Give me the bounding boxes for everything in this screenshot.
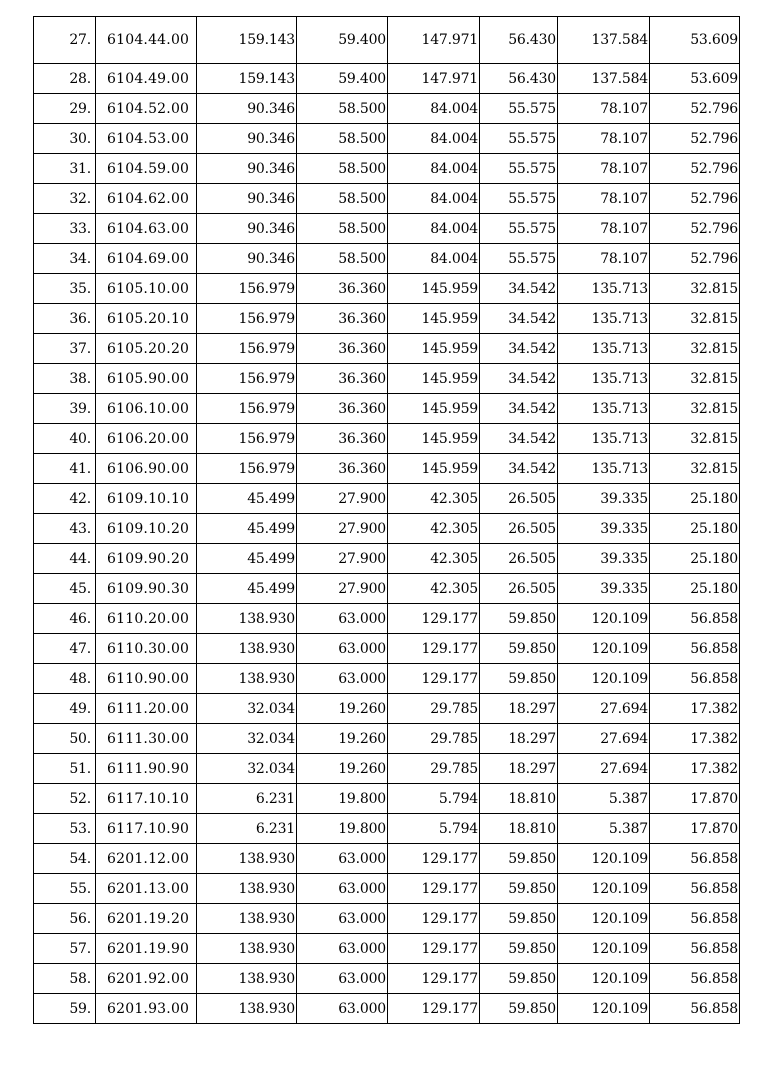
value-col-2-cell: 63.000 (297, 964, 388, 994)
value-col-1-cell: 138.930 (197, 664, 297, 694)
value-col-1-cell: 159.143 (197, 64, 297, 94)
value-col-2-cell: 63.000 (297, 634, 388, 664)
value-col-4-cell: 59.850 (480, 994, 558, 1024)
value-col-4-cell: 34.542 (480, 364, 558, 394)
value-col-4-cell: 34.542 (480, 304, 558, 334)
value-col-2-cell: 19.260 (297, 754, 388, 784)
value-col-5-cell: 120.109 (558, 904, 650, 934)
row-index-cell: 48. (34, 664, 96, 694)
value-col-3-cell: 145.959 (388, 274, 480, 304)
hs-code-cell: 6104.63.00 (96, 214, 197, 244)
value-col-2-cell: 63.000 (297, 844, 388, 874)
value-col-4-cell: 56.430 (480, 64, 558, 94)
value-col-1-cell: 138.930 (197, 994, 297, 1024)
value-col-3-cell: 129.177 (388, 634, 480, 664)
value-col-3-cell: 84.004 (388, 244, 480, 274)
value-col-6-cell: 17.382 (650, 754, 740, 784)
hs-code-cell: 6104.49.00 (96, 64, 197, 94)
value-col-1-cell: 138.930 (197, 934, 297, 964)
table-row (34, 484, 740, 514)
value-col-6-cell: 52.796 (650, 244, 740, 274)
hs-code-cell: 6110.30.00 (96, 634, 197, 664)
value-col-2-cell: 63.000 (297, 664, 388, 694)
value-col-3-cell: 42.305 (388, 484, 480, 514)
value-col-3-cell: 84.004 (388, 184, 480, 214)
value-col-5-cell: 135.713 (558, 274, 650, 304)
value-col-5-cell: 39.335 (558, 544, 650, 574)
value-col-1-cell: 45.499 (197, 574, 297, 604)
row-index-cell: 45. (34, 574, 96, 604)
table-row (34, 64, 740, 94)
hs-code-cell: 6104.53.00 (96, 124, 197, 154)
value-col-1-cell: 90.346 (197, 94, 297, 124)
hs-code-cell: 6117.10.90 (96, 814, 197, 844)
value-col-5-cell: 120.109 (558, 994, 650, 1024)
value-col-2-cell: 63.000 (297, 604, 388, 634)
value-col-1-cell: 156.979 (197, 364, 297, 394)
value-col-2-cell: 36.360 (297, 394, 388, 424)
value-col-6-cell: 32.815 (650, 334, 740, 364)
value-col-5-cell: 120.109 (558, 634, 650, 664)
value-col-2-cell: 58.500 (297, 214, 388, 244)
row-index-cell: 27. (34, 17, 96, 64)
value-col-2-cell: 19.800 (297, 784, 388, 814)
value-col-5-cell: 27.694 (558, 724, 650, 754)
value-col-2-cell: 36.360 (297, 334, 388, 364)
value-col-6-cell: 32.815 (650, 424, 740, 454)
value-col-6-cell: 53.609 (650, 17, 740, 64)
value-col-3-cell: 84.004 (388, 214, 480, 244)
value-col-3-cell: 147.971 (388, 64, 480, 94)
value-col-5-cell: 120.109 (558, 844, 650, 874)
value-col-2-cell: 19.800 (297, 814, 388, 844)
table-row (34, 124, 740, 154)
value-col-3-cell: 129.177 (388, 904, 480, 934)
value-col-2-cell: 63.000 (297, 904, 388, 934)
value-col-5-cell: 135.713 (558, 454, 650, 484)
value-col-2-cell: 58.500 (297, 154, 388, 184)
value-col-4-cell: 59.850 (480, 664, 558, 694)
value-col-6-cell: 17.870 (650, 814, 740, 844)
row-index-cell: 57. (34, 934, 96, 964)
value-col-4-cell: 34.542 (480, 394, 558, 424)
hs-code-cell: 6105.90.00 (96, 364, 197, 394)
value-col-2-cell: 63.000 (297, 934, 388, 964)
value-col-1-cell: 138.930 (197, 874, 297, 904)
value-col-2-cell: 36.360 (297, 364, 388, 394)
value-col-4-cell: 55.575 (480, 154, 558, 184)
value-col-5-cell: 78.107 (558, 94, 650, 124)
hs-code-cell: 6201.92.00 (96, 964, 197, 994)
value-col-4-cell: 59.850 (480, 634, 558, 664)
hs-code-cell: 6104.62.00 (96, 184, 197, 214)
table-row (34, 754, 740, 784)
value-col-5-cell: 135.713 (558, 424, 650, 454)
table-row (34, 394, 740, 424)
value-col-5-cell: 27.694 (558, 694, 650, 724)
value-col-6-cell: 17.870 (650, 784, 740, 814)
hs-code-cell: 6111.30.00 (96, 724, 197, 754)
hs-code-cell: 6105.20.20 (96, 334, 197, 364)
value-col-3-cell: 29.785 (388, 754, 480, 784)
value-col-3-cell: 129.177 (388, 664, 480, 694)
value-col-5-cell: 137.584 (558, 64, 650, 94)
value-col-6-cell: 32.815 (650, 274, 740, 304)
value-col-5-cell: 39.335 (558, 574, 650, 604)
value-col-4-cell: 56.430 (480, 17, 558, 64)
row-index-cell: 28. (34, 64, 96, 94)
value-col-1-cell: 90.346 (197, 124, 297, 154)
row-index-cell: 49. (34, 694, 96, 724)
row-index-cell: 34. (34, 244, 96, 274)
value-col-1-cell: 6.231 (197, 814, 297, 844)
value-col-2-cell: 59.400 (297, 64, 388, 94)
value-col-3-cell: 147.971 (388, 17, 480, 64)
value-col-2-cell: 36.360 (297, 424, 388, 454)
value-col-3-cell: 84.004 (388, 94, 480, 124)
value-col-3-cell: 5.794 (388, 814, 480, 844)
table-row (34, 274, 740, 304)
table-row (34, 94, 740, 124)
row-index-cell: 54. (34, 844, 96, 874)
value-col-1-cell: 159.143 (197, 17, 297, 64)
value-col-6-cell: 56.858 (650, 844, 740, 874)
row-index-cell: 53. (34, 814, 96, 844)
value-col-1-cell: 45.499 (197, 544, 297, 574)
value-col-2-cell: 36.360 (297, 454, 388, 484)
table-row (34, 154, 740, 184)
value-col-5-cell: 27.694 (558, 754, 650, 784)
row-index-cell: 35. (34, 274, 96, 304)
row-index-cell: 43. (34, 514, 96, 544)
row-index-cell: 36. (34, 304, 96, 334)
value-col-5-cell: 137.584 (558, 17, 650, 64)
value-col-5-cell: 120.109 (558, 934, 650, 964)
table-row (34, 574, 740, 604)
hs-code-cell: 6201.12.00 (96, 844, 197, 874)
row-index-cell: 29. (34, 94, 96, 124)
value-col-1-cell: 90.346 (197, 184, 297, 214)
table-row (34, 964, 740, 994)
hs-code-cell: 6109.10.10 (96, 484, 197, 514)
value-col-6-cell: 52.796 (650, 184, 740, 214)
value-col-1-cell: 156.979 (197, 454, 297, 484)
value-col-1-cell: 138.930 (197, 904, 297, 934)
hs-code-cell: 6105.20.10 (96, 304, 197, 334)
value-col-5-cell: 5.387 (558, 784, 650, 814)
table-row (34, 904, 740, 934)
table-row (34, 244, 740, 274)
row-index-cell: 46. (34, 604, 96, 634)
table-row (34, 334, 740, 364)
value-col-6-cell: 25.180 (650, 484, 740, 514)
value-col-1-cell: 156.979 (197, 394, 297, 424)
value-col-5-cell: 5.387 (558, 814, 650, 844)
value-col-5-cell: 78.107 (558, 124, 650, 154)
hs-code-cell: 6201.93.00 (96, 994, 197, 1024)
value-col-6-cell: 32.815 (650, 304, 740, 334)
value-col-4-cell: 59.850 (480, 904, 558, 934)
value-col-1-cell: 90.346 (197, 244, 297, 274)
value-col-4-cell: 55.575 (480, 184, 558, 214)
value-col-6-cell: 25.180 (650, 514, 740, 544)
value-col-3-cell: 145.959 (388, 454, 480, 484)
value-col-3-cell: 42.305 (388, 514, 480, 544)
value-col-6-cell: 56.858 (650, 994, 740, 1024)
hs-code-cell: 6109.10.20 (96, 514, 197, 544)
value-col-6-cell: 56.858 (650, 934, 740, 964)
value-col-1-cell: 32.034 (197, 724, 297, 754)
value-col-6-cell: 56.858 (650, 604, 740, 634)
value-col-4-cell: 26.505 (480, 514, 558, 544)
row-index-cell: 56. (34, 904, 96, 934)
value-col-2-cell: 58.500 (297, 94, 388, 124)
value-col-3-cell: 129.177 (388, 844, 480, 874)
row-index-cell: 37. (34, 334, 96, 364)
hs-code-cell: 6104.69.00 (96, 244, 197, 274)
value-col-5-cell: 135.713 (558, 394, 650, 424)
value-col-2-cell: 58.500 (297, 124, 388, 154)
value-col-6-cell: 56.858 (650, 964, 740, 994)
hs-code-cell: 6201.19.20 (96, 904, 197, 934)
table-row (34, 994, 740, 1024)
value-col-3-cell: 145.959 (388, 394, 480, 424)
value-col-1-cell: 138.930 (197, 844, 297, 874)
hs-code-cell: 6106.90.00 (96, 454, 197, 484)
value-col-5-cell: 135.713 (558, 364, 650, 394)
value-col-4-cell: 34.542 (480, 424, 558, 454)
value-col-2-cell: 58.500 (297, 244, 388, 274)
value-col-4-cell: 55.575 (480, 214, 558, 244)
row-index-cell: 58. (34, 964, 96, 994)
value-col-3-cell: 129.177 (388, 604, 480, 634)
value-col-5-cell: 78.107 (558, 184, 650, 214)
row-index-cell: 38. (34, 364, 96, 394)
value-col-4-cell: 18.297 (480, 724, 558, 754)
value-col-5-cell: 120.109 (558, 964, 650, 994)
value-col-3-cell: 129.177 (388, 994, 480, 1024)
table-row (34, 874, 740, 904)
value-col-6-cell: 17.382 (650, 724, 740, 754)
row-index-cell: 32. (34, 184, 96, 214)
value-col-2-cell: 63.000 (297, 874, 388, 904)
value-col-1-cell: 45.499 (197, 514, 297, 544)
hs-code-cell: 6109.90.30 (96, 574, 197, 604)
value-col-4-cell: 18.810 (480, 784, 558, 814)
hs-code-cell: 6104.52.00 (96, 94, 197, 124)
value-col-4-cell: 34.542 (480, 334, 558, 364)
value-col-1-cell: 6.231 (197, 784, 297, 814)
value-col-3-cell: 145.959 (388, 364, 480, 394)
value-col-4-cell: 18.810 (480, 814, 558, 844)
value-col-3-cell: 29.785 (388, 724, 480, 754)
table-row (34, 604, 740, 634)
table-row (34, 424, 740, 454)
value-col-6-cell: 17.382 (650, 694, 740, 724)
value-col-3-cell: 145.959 (388, 304, 480, 334)
table-row (34, 724, 740, 754)
value-col-1-cell: 32.034 (197, 754, 297, 784)
table-row (34, 364, 740, 394)
value-col-1-cell: 156.979 (197, 334, 297, 364)
value-col-4-cell: 26.505 (480, 574, 558, 604)
value-col-3-cell: 145.959 (388, 334, 480, 364)
table-row (34, 514, 740, 544)
value-col-1-cell: 90.346 (197, 214, 297, 244)
table-row (34, 184, 740, 214)
value-col-6-cell: 52.796 (650, 94, 740, 124)
row-index-cell: 50. (34, 724, 96, 754)
hs-code-cell: 6117.10.10 (96, 784, 197, 814)
row-index-cell: 40. (34, 424, 96, 454)
value-col-6-cell: 25.180 (650, 574, 740, 604)
table-row (34, 664, 740, 694)
value-col-6-cell: 53.609 (650, 64, 740, 94)
value-col-2-cell: 59.400 (297, 17, 388, 64)
value-col-1-cell: 156.979 (197, 424, 297, 454)
value-col-5-cell: 39.335 (558, 514, 650, 544)
value-col-3-cell: 84.004 (388, 124, 480, 154)
table-row (34, 17, 740, 64)
hs-code-cell: 6104.44.00 (96, 17, 197, 64)
value-col-4-cell: 18.297 (480, 694, 558, 724)
value-col-3-cell: 5.794 (388, 784, 480, 814)
hs-code-cell: 6110.20.00 (96, 604, 197, 634)
value-col-3-cell: 129.177 (388, 934, 480, 964)
value-col-2-cell: 27.900 (297, 484, 388, 514)
value-col-4-cell: 59.850 (480, 934, 558, 964)
hs-code-cell: 6201.19.90 (96, 934, 197, 964)
value-col-4-cell: 59.850 (480, 844, 558, 874)
hs-code-cell: 6111.90.90 (96, 754, 197, 784)
value-col-1-cell: 45.499 (197, 484, 297, 514)
value-col-4-cell: 26.505 (480, 484, 558, 514)
value-col-6-cell: 25.180 (650, 544, 740, 574)
value-col-1-cell: 138.930 (197, 964, 297, 994)
hs-code-cell: 6106.20.00 (96, 424, 197, 454)
table-row (34, 304, 740, 334)
row-index-cell: 33. (34, 214, 96, 244)
row-index-cell: 30. (34, 124, 96, 154)
row-index-cell: 55. (34, 874, 96, 904)
value-col-4-cell: 26.505 (480, 544, 558, 574)
value-col-1-cell: 156.979 (197, 274, 297, 304)
value-col-4-cell: 34.542 (480, 454, 558, 484)
table-row (34, 634, 740, 664)
value-col-5-cell: 135.713 (558, 304, 650, 334)
row-index-cell: 39. (34, 394, 96, 424)
value-col-1-cell: 32.034 (197, 694, 297, 724)
value-col-2-cell: 19.260 (297, 694, 388, 724)
row-index-cell: 41. (34, 454, 96, 484)
table-row (34, 844, 740, 874)
value-col-6-cell: 32.815 (650, 454, 740, 484)
value-col-2-cell: 36.360 (297, 304, 388, 334)
value-col-3-cell: 42.305 (388, 544, 480, 574)
value-col-4-cell: 18.297 (480, 754, 558, 784)
row-index-cell: 52. (34, 784, 96, 814)
value-col-6-cell: 32.815 (650, 364, 740, 394)
value-col-5-cell: 120.109 (558, 664, 650, 694)
value-col-6-cell: 56.858 (650, 874, 740, 904)
table-row (34, 544, 740, 574)
row-index-cell: 42. (34, 484, 96, 514)
hs-code-cell: 6106.10.00 (96, 394, 197, 424)
value-col-1-cell: 138.930 (197, 634, 297, 664)
value-col-6-cell: 56.858 (650, 664, 740, 694)
value-col-5-cell: 78.107 (558, 244, 650, 274)
value-col-3-cell: 84.004 (388, 154, 480, 184)
value-col-5-cell: 120.109 (558, 604, 650, 634)
hs-code-cell: 6201.13.00 (96, 874, 197, 904)
hs-code-cell: 6105.10.00 (96, 274, 197, 304)
value-col-5-cell: 39.335 (558, 484, 650, 514)
value-col-5-cell: 78.107 (558, 214, 650, 244)
table-row (34, 934, 740, 964)
hs-code-cell: 6110.90.00 (96, 664, 197, 694)
value-col-4-cell: 55.575 (480, 94, 558, 124)
table-row (34, 454, 740, 484)
value-col-5-cell: 135.713 (558, 334, 650, 364)
value-col-6-cell: 32.815 (650, 394, 740, 424)
value-col-6-cell: 56.858 (650, 634, 740, 664)
row-index-cell: 44. (34, 544, 96, 574)
row-index-cell: 59. (34, 994, 96, 1024)
value-col-3-cell: 145.959 (388, 424, 480, 454)
table-row (34, 814, 740, 844)
tariff-table (33, 16, 740, 1024)
table-row (34, 214, 740, 244)
value-col-2-cell: 27.900 (297, 574, 388, 604)
value-col-5-cell: 120.109 (558, 874, 650, 904)
hs-code-cell: 6109.90.20 (96, 544, 197, 574)
table-row (34, 784, 740, 814)
value-col-4-cell: 55.575 (480, 244, 558, 274)
value-col-4-cell: 59.850 (480, 874, 558, 904)
row-index-cell: 31. (34, 154, 96, 184)
hs-code-cell: 6104.59.00 (96, 154, 197, 184)
value-col-4-cell: 34.542 (480, 274, 558, 304)
value-col-6-cell: 56.858 (650, 904, 740, 934)
value-col-6-cell: 52.796 (650, 124, 740, 154)
row-index-cell: 47. (34, 634, 96, 664)
value-col-1-cell: 90.346 (197, 154, 297, 184)
value-col-6-cell: 52.796 (650, 154, 740, 184)
tariff-table-body (34, 17, 740, 1024)
value-col-2-cell: 36.360 (297, 274, 388, 304)
value-col-3-cell: 129.177 (388, 874, 480, 904)
value-col-1-cell: 156.979 (197, 304, 297, 334)
table-row (34, 694, 740, 724)
value-col-2-cell: 27.900 (297, 514, 388, 544)
value-col-6-cell: 52.796 (650, 214, 740, 244)
value-col-2-cell: 63.000 (297, 994, 388, 1024)
value-col-2-cell: 58.500 (297, 184, 388, 214)
value-col-2-cell: 27.900 (297, 544, 388, 574)
hs-code-cell: 6111.20.00 (96, 694, 197, 724)
value-col-1-cell: 138.930 (197, 604, 297, 634)
value-col-4-cell: 59.850 (480, 964, 558, 994)
value-col-4-cell: 55.575 (480, 124, 558, 154)
row-index-cell: 51. (34, 754, 96, 784)
value-col-5-cell: 78.107 (558, 154, 650, 184)
value-col-3-cell: 42.305 (388, 574, 480, 604)
value-col-3-cell: 129.177 (388, 964, 480, 994)
value-col-2-cell: 19.260 (297, 724, 388, 754)
value-col-3-cell: 29.785 (388, 694, 480, 724)
value-col-4-cell: 59.850 (480, 604, 558, 634)
